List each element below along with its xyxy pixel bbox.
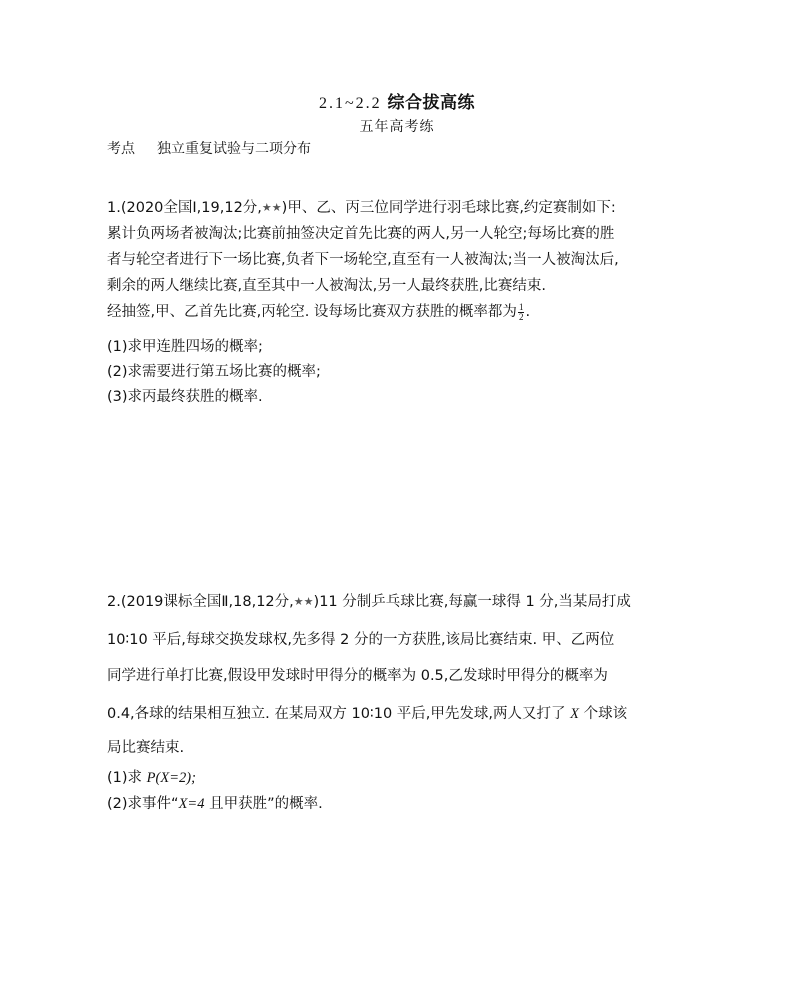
- page-title: [0, 88, 794, 113]
- q2-number: 2.: [107, 594, 121, 610]
- q2-line-1: [107, 590, 631, 611]
- q2-line-5: 局比赛结束.: [107, 740, 185, 756]
- variable-x: X: [570, 706, 579, 722]
- q1-condition: [107, 300, 530, 322]
- q1-part-1: (1)求甲连胜四场的概率;: [107, 339, 263, 355]
- q1-condition-end: .: [525, 304, 531, 320]
- fraction-one-half: [518, 303, 525, 322]
- q2-line-4-text: 0.4,各球的结果相互独立. 在某局双方 10∶10 平后,甲先发球,两人又打了: [107, 706, 566, 722]
- q1-part-2: (2)求需要进行第五场比赛的概率;: [107, 364, 321, 380]
- q1-line-1: [107, 196, 616, 217]
- q1-line-2: 累计负两场者被淘汰;比赛前抽签决定首先比赛的两人,另一人轮空;每场比赛的胜: [107, 226, 615, 242]
- q2-source-close: ): [313, 594, 320, 610]
- title-text: 综合拔高练: [387, 93, 476, 113]
- topic-text: 独立重复试验与二项分布: [157, 141, 311, 157]
- q1-line-4: 剩余的两人继续比赛,直至其中一人被淘汰,另一人最终获胜,比赛结束.: [107, 278, 546, 294]
- fraction-numerator: 1: [518, 301, 524, 312]
- q2-part-2: [107, 792, 323, 813]
- q1-source-close: ): [281, 200, 288, 216]
- topic-label: 考点: [107, 141, 135, 157]
- q1-condition-text: 经抽签,甲、乙首先比赛,丙轮空. 设每场比赛双方获胜的概率都为: [107, 304, 517, 320]
- fraction-denominator: 2: [518, 311, 524, 322]
- q2-part-1: [107, 766, 196, 787]
- q1-part-3: (3)求丙最终获胜的概率.: [107, 389, 263, 405]
- probability-expression: P(X=2);: [146, 770, 196, 786]
- q1-text-line: 甲、乙、丙三位同学进行羽毛球比赛,约定赛制如下:: [287, 200, 616, 216]
- q1-number: 1.: [107, 200, 121, 216]
- q2-part-2-prefix: (2)求事件“: [107, 796, 179, 812]
- q2-text-line: 11 分制乒乓球比赛,每赢一球得 1 分,当某局打成: [319, 594, 631, 610]
- page-subtitle: 五年高考练: [359, 119, 435, 135]
- q2-line-3: 同学进行单打比赛,假设甲发球时甲得分的概率为 0.5,乙发球时甲得分的概率为: [107, 668, 608, 684]
- title-section-number: 2.1~2.2: [318, 95, 382, 112]
- event-expression: X=4: [178, 796, 205, 812]
- q2-source: (2019课标全国Ⅱ,18,12分,: [120, 594, 294, 610]
- difficulty-stars-icon: ★★: [293, 595, 314, 608]
- q2-part-1-prefix: (1)求: [107, 770, 143, 786]
- q2-line-4-end: 个球该: [583, 706, 628, 722]
- q2-line-2: 10∶10 平后,每球交换发球权,先多得 2 分的一方获胜,该局比赛结束. 甲、乙两位: [107, 632, 615, 648]
- topic-heading: [107, 138, 311, 158]
- q2-part-2-rest: 且甲获胜”的概率.: [209, 796, 323, 812]
- q1-source: (2020全国Ⅰ,19,12分,: [120, 200, 262, 216]
- q2-line-4: [107, 702, 627, 723]
- q1-line-3: 者与轮空者进行下一场比赛,负者下一场轮空,直至有一人被淘汰;当一人被淘汰后,: [107, 252, 619, 268]
- difficulty-stars-icon: ★★: [261, 201, 282, 214]
